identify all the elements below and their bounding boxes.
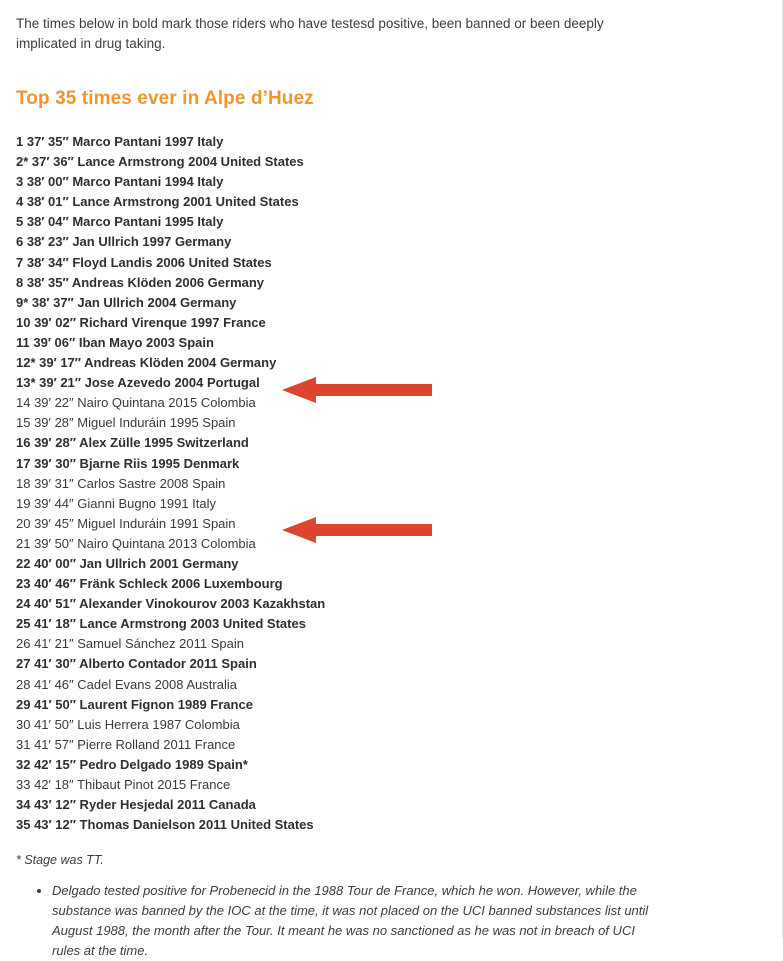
list-item: 7 38′ 34″ Floyd Landis 2006 United States (16, 254, 272, 270)
list-item: 6 38′ 23″ Jan Ullrich 1997 Germany (16, 234, 232, 250)
list-item: 3 38′ 00″ Marco Pantani 1994 Italy (16, 174, 224, 190)
list-item: 1 37′ 35″ Marco Pantani 1997 Italy (16, 134, 224, 149)
list-item: 5 38′ 04″ Marco Pantani 1995 Italy (16, 214, 224, 230)
list-item: 29 41′ 50″ Laurent Fignon 1989 France (16, 696, 253, 712)
list-item: 11 39′ 06″ Iban Mayo 2003 Spain (16, 334, 214, 350)
list-item: 13* 39′ 21″ Jose Azevedo 2004 Portugal (16, 375, 260, 391)
times-list (16, 132, 767, 835)
list-item: 35 43′ 12″ Thomas Danielson 2011 United States (16, 817, 314, 833)
list-item: 17 39′ 30″ Bjarne Riis 1995 Denmark (16, 455, 240, 471)
page-title: Top 35 times ever in Alpe d’Huez (16, 88, 314, 109)
list-item: 15 39′ 28″ Miguel Induráin 1995 Spain (16, 415, 236, 431)
footnote-text: * Stage was TT. (16, 853, 104, 868)
list-item: 25 41′ 18″ Lance Armstrong 2003 United States (16, 616, 306, 632)
list-item: 20 39′ 45″ Miguel Induráin 1991 Spain (16, 515, 236, 531)
notes-list (16, 881, 767, 961)
list-item: 30 41′ 50″ Luis Herrera 1987 Colombia (16, 716, 240, 732)
list-item: 16 39′ 28″ Alex Zülle 1995 Switzerland (16, 435, 249, 451)
list-item: 14 39′ 22″ Nairo Quintana 2015 Colombia (16, 395, 256, 411)
list-item: 12* 39′ 17″ Andreas Klöden 2004 Germany (16, 355, 277, 371)
list-item: 21 39′ 50″ Nairo Quintana 2013 Colombia (16, 535, 256, 551)
list-item: 28 41′ 46″ Cadel Evans 2008 Australia (16, 676, 237, 692)
list-item: 34 43′ 12″ Ryder Hesjedal 2011 Canada (16, 797, 256, 813)
list-item: 27 41′ 30″ Alberto Contador 2011 Spain (16, 656, 257, 672)
list-item: 32 42′ 15″ Pedro Delgado 1989 Spain* (16, 756, 248, 772)
list-item: 10 39′ 02″ Richard Virenque 1997 France (16, 314, 266, 330)
list-item: 26 41′ 21″ Samuel Sánchez 2011 Spain (16, 636, 244, 652)
list-item: 33 42′ 18″ Thibaut Pinot 2015 France (16, 777, 231, 792)
list-item: 8 38′ 35″ Andreas Klöden 2006 Germany (16, 274, 265, 290)
list-item: 23 40′ 46″ Fränk Schleck 2006 Luxembourg (16, 576, 283, 592)
list-item: 2* 37′ 36″ Lance Armstrong 2004 United States (16, 154, 304, 170)
list-item: 22 40′ 00″ Jan Ullrich 2001 Germany (16, 555, 239, 571)
list-item: 31 41′ 57″ Pierre Rolland 2011 France (16, 736, 236, 752)
list-item: 19 39′ 44″ Gianni Bugno 1991 Italy (16, 495, 217, 511)
list-item: 24 40′ 51″ Alexander Vinokourov 2003 Kazakhstan (16, 596, 326, 612)
note-item: • Delgado tested positive for Probenecid in the 1988 Tour de France, which he won. However, while the substance was banned by the IOC at the time, it was not placed on the UCI banned substances list until August 1988, the month after the Tour. It meant he was no sanctioned as he was not in breach of UCI rules at the time. (52, 881, 662, 961)
list-item: 4 38′ 01″ Lance Armstrong 2001 United States (16, 194, 299, 210)
list-item: 18 39′ 31″ Carlos Sastre 2008 Spain (16, 475, 226, 491)
intro-paragraph: The times below in bold mark those riders who have testesd positive, been banned or been deeply implicated in drug taking. (16, 16, 604, 51)
list-item: 9* 38′ 37″ Jan Ullrich 2004 Germany (16, 294, 237, 310)
